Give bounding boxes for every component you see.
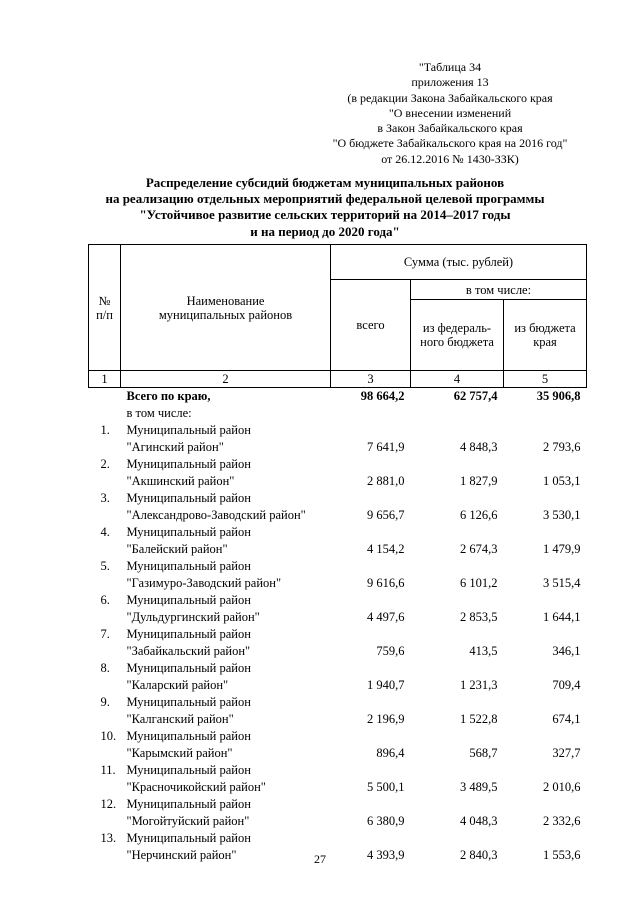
district-line-2: "Красночикойский район"	[126, 780, 266, 794]
district-line-2: "Каларский район"	[126, 678, 229, 692]
value-total: 6 380,9	[367, 814, 405, 828]
value-regional: 1 553,6	[543, 848, 581, 862]
district-line-1: Муниципальный район	[126, 797, 251, 811]
district-line-2: "Нерчинский район"	[126, 848, 237, 862]
value-total: 2 881,0	[367, 474, 405, 488]
district-name	[121, 592, 331, 626]
value-regional: 1 644,1	[543, 610, 581, 624]
row-number: 3.	[100, 491, 110, 505]
district-name	[121, 524, 331, 558]
table-row	[89, 558, 587, 592]
district-name	[121, 490, 331, 524]
row-number: 10.	[100, 729, 117, 743]
district-name	[121, 796, 331, 830]
value-regional: 674,1	[552, 712, 581, 726]
total-value-all: 98 664,2	[360, 389, 405, 403]
district-line-1: Муниципальный район	[126, 525, 251, 539]
col-header-federal: из федераль- ного бюджета	[411, 300, 504, 371]
value-federal: 2 853,5	[460, 610, 498, 624]
value-total: 5 500,1	[367, 780, 405, 794]
value-regional: 3 515,4	[543, 576, 581, 590]
row-number: 5.	[100, 559, 110, 573]
district-line-2: "Дульдургинский район"	[126, 610, 260, 624]
district-line-2: "Забайкальский район"	[126, 644, 251, 658]
value-federal: 4 848,3	[460, 440, 498, 454]
column-numbers-row	[89, 371, 587, 388]
value-total: 896,4	[376, 746, 405, 760]
district-line-2: "Газимуро-Заводский район"	[126, 576, 282, 590]
total-label: Всего по краю,	[126, 389, 211, 403]
value-total: 9 656,7	[367, 508, 405, 522]
district-line-1: Муниципальный район	[126, 491, 251, 505]
value-federal: 6 126,6	[460, 508, 498, 522]
value-regional: 2 010,6	[543, 780, 581, 794]
value-total: 1 940,7	[367, 678, 405, 692]
district-line-2: "Акшинский район"	[126, 474, 235, 488]
district-name	[121, 422, 331, 456]
table-row	[89, 694, 587, 728]
table-row	[89, 660, 587, 694]
row-number: 11.	[100, 763, 116, 777]
total-row	[89, 388, 587, 423]
table-row	[89, 456, 587, 490]
value-regional: 1 479,9	[543, 542, 581, 556]
value-total: 2 196,9	[367, 712, 405, 726]
value-regional: 3 530,1	[543, 508, 581, 522]
value-regional: 2 332,6	[543, 814, 581, 828]
district-line-2: "Могойтуйский район"	[126, 814, 250, 828]
district-line-1: Муниципальный район	[126, 831, 251, 845]
row-number: 4.	[100, 525, 110, 539]
col-header-name: Наименование муниципальных районов	[121, 245, 331, 371]
col-header-number: № п/п	[89, 245, 121, 371]
title-line: Распределение субсидий бюджетам муниципальных районов	[145, 175, 505, 190]
district-line-1: Муниципальный район	[126, 559, 251, 573]
district-line-1: Муниципальный район	[126, 695, 251, 709]
district-name	[121, 456, 331, 490]
header-line: "О бюджете Забайкальского края на 2016 год"	[332, 136, 568, 151]
district-line-2: "Карымский район"	[126, 746, 233, 760]
row-number: 2.	[100, 457, 110, 471]
col-header-including: в том числе:	[411, 280, 587, 300]
appendix-header	[300, 60, 600, 167]
table-row	[89, 524, 587, 558]
district-line-2: "Калганский район"	[126, 712, 234, 726]
header-line: (в редакции Закона Забайкальского края	[347, 90, 553, 105]
value-regional: 709,4	[552, 678, 581, 692]
value-federal: 2 674,3	[460, 542, 498, 556]
district-name	[121, 694, 331, 728]
table-row	[89, 728, 587, 762]
district-line-2: "Агинский район"	[126, 440, 224, 454]
total-value-federal: 62 757,4	[453, 389, 498, 403]
subsidy-table-wrapper	[88, 244, 586, 864]
table-row	[89, 762, 587, 796]
table-row	[89, 626, 587, 660]
value-federal: 2 840,3	[460, 848, 498, 862]
header-line: в Закон Забайкальского края	[377, 121, 523, 136]
district-name	[121, 558, 331, 592]
district-line-1: Муниципальный район	[126, 729, 251, 743]
district-line-1: Муниципальный район	[126, 627, 251, 641]
value-regional: 1 053,1	[543, 474, 581, 488]
header-line: приложения 13	[411, 75, 489, 90]
district-line-1: Муниципальный район	[126, 763, 251, 777]
document-title	[80, 175, 570, 240]
col-number-1: 1	[89, 371, 121, 388]
page-number: 27	[314, 852, 326, 866]
col-number-2: 2	[121, 371, 331, 388]
value-federal: 3 489,5	[460, 780, 498, 794]
col-header-total: всего	[331, 280, 411, 371]
title-line: и на период до 2020 года"	[250, 223, 400, 239]
table-row	[89, 422, 587, 456]
col-header-regional: из бюджета края	[504, 300, 587, 371]
value-regional: 327,7	[552, 746, 581, 760]
district-line-1: Муниципальный район	[126, 457, 251, 471]
district-name	[121, 660, 331, 694]
value-federal: 1 231,3	[460, 678, 498, 692]
col-number-3: 3	[331, 371, 411, 388]
header-line: "Таблица 34	[418, 60, 482, 74]
row-number: 9.	[100, 695, 110, 709]
title-line: на реализацию отдельных мероприятий федеральной целевой программы	[105, 191, 545, 207]
col-number-5: 5	[504, 371, 587, 388]
value-federal: 4 048,3	[460, 814, 498, 828]
district-line-2: "Александрово-Заводский район"	[126, 508, 306, 522]
district-name	[121, 762, 331, 796]
district-line-1: Муниципальный район	[126, 423, 251, 437]
row-number: 8.	[100, 661, 110, 675]
header-line: от 26.12.2016 № 1430-ЗЗК)	[381, 151, 519, 166]
col-header-sum: Сумма (тыс. рублей)	[331, 245, 587, 280]
value-federal: 1 522,8	[460, 712, 498, 726]
row-number: 6.	[100, 593, 110, 607]
district-name	[121, 626, 331, 660]
district-name	[121, 728, 331, 762]
table-row	[89, 592, 587, 626]
value-federal: 1 827,9	[460, 474, 498, 488]
total-value-regional: 35 906,8	[536, 389, 581, 403]
value-total: 4 497,6	[367, 610, 405, 624]
value-total: 9 616,6	[367, 576, 405, 590]
table-row	[89, 796, 587, 830]
header-line: "О внесении изменений	[388, 105, 512, 120]
district-line-1: Муниципальный район	[126, 593, 251, 607]
value-federal: 568,7	[469, 746, 498, 760]
value-federal: 413,5	[469, 644, 498, 658]
value-total: 4 154,2	[367, 542, 405, 556]
total-sub-label: в том числе:	[126, 406, 192, 420]
value-regional: 346,1	[552, 644, 581, 658]
value-total: 4 393,9	[367, 848, 405, 862]
row-number: 7.	[100, 627, 110, 641]
value-total: 7 641,9	[367, 440, 405, 454]
row-number: 12.	[100, 797, 117, 811]
col-number-4: 4	[411, 371, 504, 388]
value-federal: 6 101,2	[460, 576, 498, 590]
table-row	[89, 490, 587, 524]
title-line: "Устойчивое развитие сельских территорий на 2014–2017 годы	[139, 207, 511, 223]
subsidy-table	[88, 244, 587, 864]
row-number: 13.	[100, 831, 117, 845]
value-regional: 2 793,6	[543, 440, 581, 454]
value-total: 759,6	[376, 644, 405, 658]
district-line-1: Муниципальный район	[126, 661, 251, 675]
row-number: 1.	[100, 423, 110, 437]
district-line-2: "Балейский район"	[126, 542, 228, 556]
